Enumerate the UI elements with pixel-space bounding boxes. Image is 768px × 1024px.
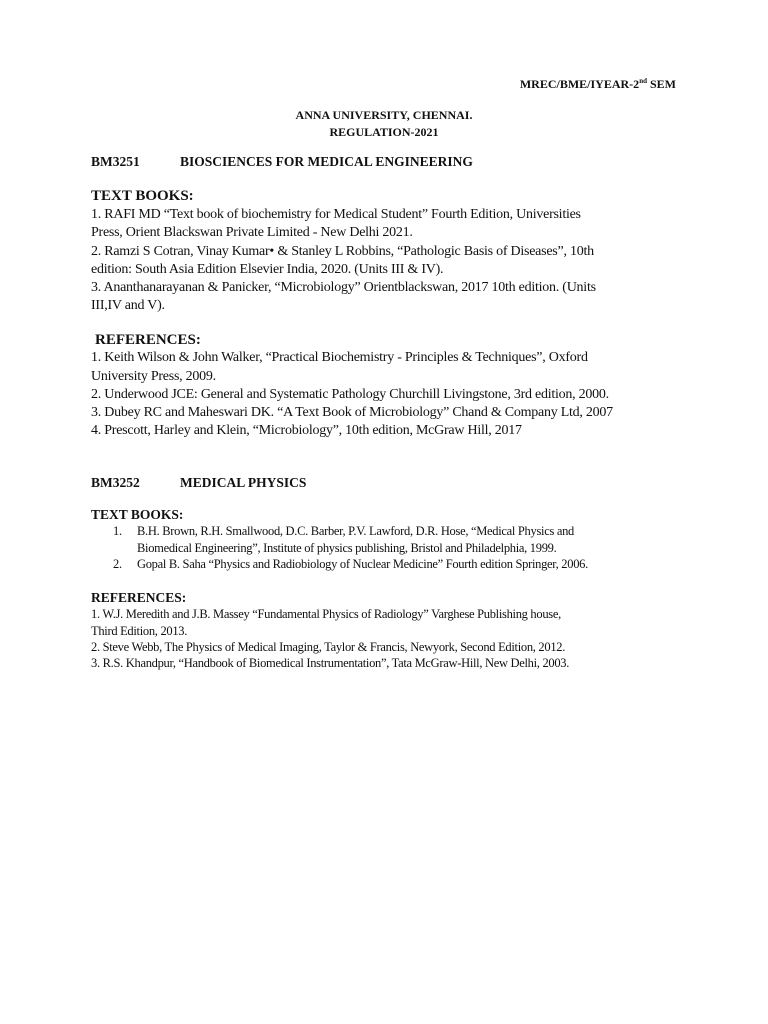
reference-line: 2. Underwood JCE: General and Systematic Pathology Churchill Livingstone, 3rd edition, 2000. [91, 387, 609, 402]
university-name: ANNA UNIVERSITY, CHENNAI. [295, 108, 473, 122]
course-title: MEDICAL PHYSICS [180, 475, 307, 490]
item-number: 1. [113, 524, 122, 538]
textbook-line: edition: South Asia Edition Elsevier India, 2020. (Units III & IV). [91, 262, 444, 277]
reference-line: 3. Dubey RC and Maheswari DK. “A Text Book of Microbiology” Chand & Company Ltd, 2007 [91, 405, 613, 420]
regulation: REGULATION-2021 [329, 125, 439, 139]
textbook-item [113, 524, 574, 539]
item-text: Gopal B. Saha “Physics and Radiobiology of Nuclear Medicine” Fourth edition Springer, 2006. [137, 557, 588, 571]
textbooks-heading: TEXT BOOKS: [91, 507, 184, 522]
document-code: MREC/BME/IYEAR-2nd SEM [519, 77, 676, 91]
textbook-line: Press, Orient Blackswan Private Limited - New Delhi 2021. [91, 225, 413, 240]
textbook-line: 1. RAFI MD “Text book of biochemistry for Medical Student” Fourth Edition, Universities [91, 207, 581, 222]
textbook-line: III,IV and V). [91, 298, 165, 313]
textbook-line: 2. Ramzi S Cotran, Vinay Kumar• & Stanley L Robbins, “Pathologic Basis of Diseases”, 10th [91, 244, 594, 259]
textbook-item-continued: Biomedical Engineering”, Institute of physics publishing, Bristol and Philadelphia, 1999. [137, 541, 557, 555]
course-heading-bm3251 [91, 154, 473, 170]
course-code: BM3251 [91, 154, 140, 169]
course-heading-bm3252 [91, 475, 306, 491]
reference-line: University Press, 2009. [91, 369, 216, 384]
course-code: BM3252 [91, 475, 140, 490]
item-text: B.H. Brown, R.H. Smallwood, D.C. Barber, P.V. Lawford, D.R. Hose, “Medical Physics and [137, 524, 574, 538]
textbook-line: 3. Ananthanarayanan & Panicker, “Microbiology” Orientblackswan, 2017 10th edition. (Units [91, 280, 596, 295]
textbooks-heading: TEXT BOOKS: [91, 188, 194, 204]
references-heading: REFERENCES: [91, 590, 187, 605]
reference-line: 3. R.S. Khandpur, “Handbook of Biomedical Instrumentation”, Tata McGraw-Hill, New Delhi, 2003. [91, 656, 570, 670]
textbook-item [113, 557, 588, 572]
course-title: BIOSCIENCES FOR MEDICAL ENGINEERING [180, 154, 473, 169]
references-heading: REFERENCES: [95, 332, 201, 348]
item-number: 2. [113, 557, 122, 571]
reference-line: 2. Steve Webb, The Physics of Medical Imaging, Taylor & Francis, Newyork, Second Edition, 2012. [91, 640, 566, 654]
reference-line: 4. Prescott, Harley and Klein, “Microbiology”, 10th edition, McGraw Hill, 2017 [91, 423, 522, 438]
reference-line: 1. Keith Wilson & John Walker, “Practical Biochemistry - Principles & Techniques”, Oxford [91, 350, 588, 365]
reference-line: 1. W.J. Meredith and J.B. Massey “Fundamental Physics of Radiology” Varghese Publishing house, [91, 607, 561, 621]
reference-line: Third Edition, 2013. [91, 624, 188, 638]
